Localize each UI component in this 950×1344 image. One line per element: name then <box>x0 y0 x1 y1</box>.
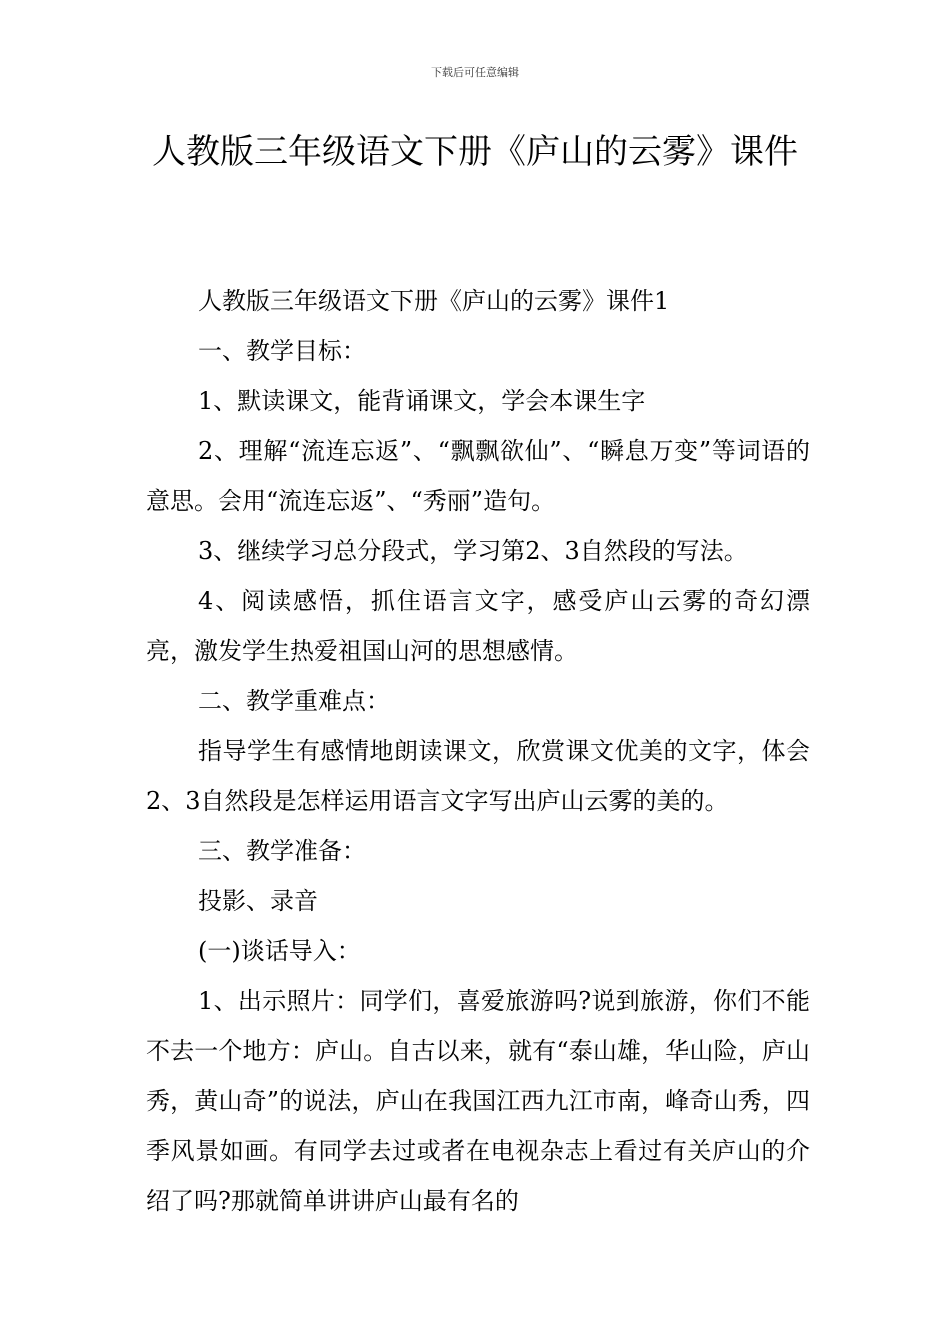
header-note: 下载后可任意编辑 <box>431 66 519 79</box>
paragraph-goal-2: 2、理解“流连忘返”、“飘飘欲仙”、“瞬息万变”等词语的意思。会用“流连忘返”、“秀丽”造句。 <box>146 437 810 515</box>
paragraph-goal-4: 4、阅读感悟，抓住语言文字，感受庐山云雾的奇幻漂亮，激发学生热爱祖国山河的思想感情。 <box>146 587 810 665</box>
paragraph-intro-1: 1、出示照片：同学们，喜爱旅游吗?说到旅游，你们不能不去一个地方：庐山。自古以来，就有“泰山雄，华山险，庐山秀，黄山奇”的说法，庐山在我国江西九江市南，峰奇山秀，四季风景如画。有同学去过或者在电视杂志上看过有关庐山的介绍了吗?那就简单讲讲庐山最有名的 <box>146 987 810 1215</box>
document-title: 人教版三年级语文下册《庐山的云雾》课件 <box>152 132 798 172</box>
paragraph-preparation: 投影、录音 <box>198 887 318 915</box>
paragraph-goal-1: 1、默读课文，能背诵课文，学会本课生字 <box>198 387 646 415</box>
paragraph-heading-key-points: 二、教学重难点： <box>198 687 390 715</box>
paragraph-heading-preparation: 三、教学准备： <box>198 837 366 865</box>
paragraph-key-points: 指导学生有感情地朗读课文，欣赏课文优美的文字，体会2、3自然段是怎样运用语言文字写出庐山云雾的美的。 <box>146 737 810 815</box>
paragraph-heading-intro: (一)谈话导入： <box>198 937 361 965</box>
paragraph-subtitle: 人教版三年级语文下册《庐山的云雾》课件1 <box>198 287 670 315</box>
paragraph-goal-3: 3、继续学习总分段式，学习第2、3自然段的写法。 <box>198 537 748 565</box>
document-body <box>146 276 810 1226</box>
paragraph-heading-goals: 一、教学目标： <box>198 337 366 365</box>
